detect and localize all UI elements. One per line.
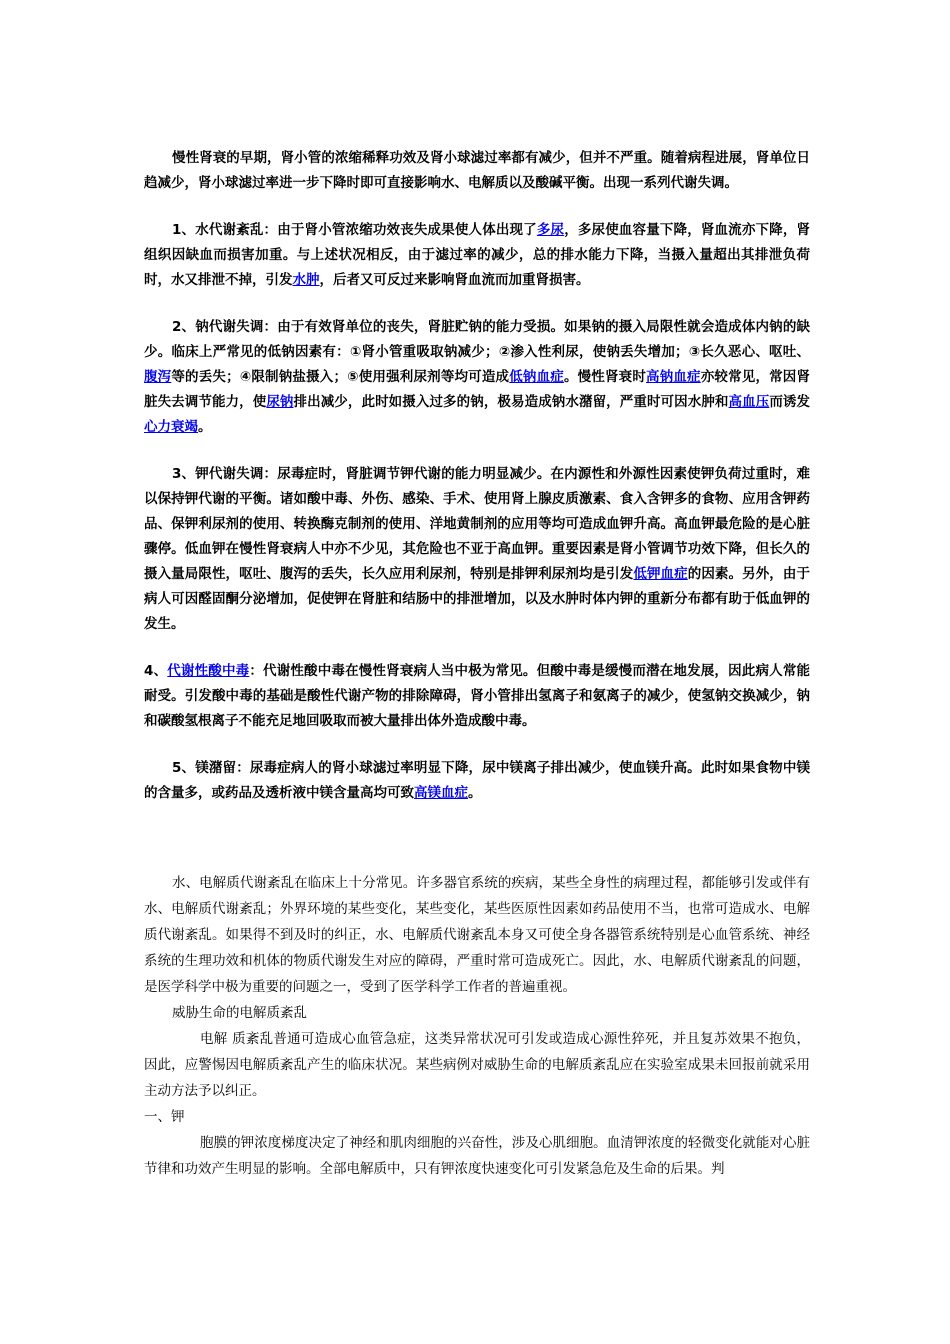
link-edema[interactable]: 水肿	[292, 272, 320, 288]
link-polyuria[interactable]: 多尿	[536, 222, 565, 238]
intro-paragraph: 慢性肾衰的早期，肾小管的浓缩稀释功效及肾小球滤过率都有减少，但并不严重。随着病程进展，肾单位日趋减少，肾小球滤过率进一步下降时即可直接影响水、电解质以及酸碱平衡。出现一系列代谢失调。	[144, 150, 810, 191]
link-heart-failure[interactable]: 心力衰竭	[144, 419, 198, 435]
link-urine-sodium[interactable]: 尿钠	[266, 394, 294, 410]
sodium-metabolism-paragraph: 2、钠代谢失调：由于有效肾单位的丧失，肾脏贮钠的能力受损。如果钠的摄入局限性就会造成体内钠的缺少。临床上严常见的低钠因素有：①肾小管重吸取钠减少；②渗入性利尿，使钠丢失增加；③长久恶心、呕吐、腹泻等的丢失；④限制钠盐摄入；⑤使用强利尿剂等均可造成低钠血症。慢性肾衰时高钠血症亦较常见，常因肾脏失去调节能力，使尿钠排出减少，此时如摄入过多的钠，极易造成钠水潴留，严重时可因水肿和高血压而诱发心力衰竭。	[144, 319, 810, 435]
magnesium-paragraph: 5、镁潴留：尿毒症病人的肾小球滤过率明显下降，尿中镁离子排出减少，使血镁升高。此时如果食物中镁的含量多，或药品及透析液中镁含量高均可致高镁血症。	[144, 760, 810, 801]
link-hypermagnesemia[interactable]: 高镁血症	[414, 785, 468, 801]
potassium-metabolism-paragraph: 3、钾代谢失调：尿毒症时，肾脏调节钾代谢的能力明显减少。在内源性和外源性因素使钾负荷过重时，难以保持钾代谢的平衡。诸如酸中毒、外伤、感染、手术、使用肾上腺皮质激素、食入含钾多的食物、应用含钾药品、保钾利尿剂的使用、转换酶克制剂的使用、洋地黄制剂的应用等均可造成血钾升高。高血钾最危险的是心脏骤停。低血钾在慢性肾衰病人中亦不少见，其危险也不亚于高血钾。重要因素是肾小管调节功效下降，但长久的摄入量局限性，呕吐、腹泻的丢失，长久应用利尿剂，特别是排钾利尿剂均是引发低钾血症的因素。另外，由于病人可因醛固酮分泌增加，促使钾在肾脏和结肠中的排泄增加，以及水肿时体内钾的重新分布都有助于低血钾的发生。	[144, 466, 810, 632]
link-diarrhea[interactable]: 腹泻	[144, 369, 172, 385]
electrolyte-intro-paragraph: 水、电解质代谢紊乱在临床上十分常见。许多器官系统的疾病，某些全身性的病理过程，都能够引发或伴有水、电解质代谢紊乱；外界环境的某些变化，某些变化，某些医原性因素如药品使用不当，也常可造成水、电解质代谢紊乱。如果得不到及时的纠正，水、电解质代谢紊乱本身又可使全身各器管系统特别是心血管系统、神经系统的生理功效和机体的物质代谢发生对应的障碍，严重时常可造成死亡。因此，水、电解质代谢紊乱的问题，是医学科学中极为重要的问题之一，受到了医学科学工作者的普遍重视。	[144, 875, 810, 995]
link-hypernatremia[interactable]: 高钠血症	[646, 369, 701, 385]
document-page	[144, 146, 810, 1182]
link-hyponatremia[interactable]: 低钠血症	[509, 369, 564, 385]
heading-potassium: 一、钾	[144, 1109, 185, 1125]
acidosis-paragraph: 4、代谢性酸中毒：代谢性酸中毒在慢性肾衰病人当中极为常见。但酸中毒是缓慢而潜在地发展，因此病人常能耐受。引发酸中毒的基础是酸性代谢产物的排除障碍，肾小管排出氢离子和氨离子的减少，使氢钠交换减少，钠和碳酸氢根离子不能充足地回吸取而被大量排出体外造成酸中毒。	[144, 663, 811, 729]
life-threatening-paragraph: 电解 质紊乱普通可造成心血管急症，这类异常状况可引发或造成心源性猝死，并且复苏效果不抱负，因此，应警惕因电解质紊乱产生的临床状况。某些病例对威胁生命的电解质紊乱应在实验室成果未回报前就采用主动方法予以纠正。	[144, 1031, 810, 1099]
potassium-paragraph: 胞膜的钾浓度梯度决定了神经和肌肉细胞的兴奋性，涉及心肌细胞。血清钾浓度的轻微变化就能对心脏节律和功效产生明显的影响。全部电解质中，只有钾浓度快速变化可引发紧急危及生命的后果。判	[144, 1135, 810, 1177]
link-hypokalemia[interactable]: 低钾血症	[633, 566, 688, 582]
subheading-life-threatening: 威胁生命的电解质紊乱	[172, 1005, 307, 1021]
section-electrolyte	[144, 870, 810, 1182]
link-hypertension[interactable]: 高血压	[728, 394, 770, 410]
section-ckd-metabolism	[144, 146, 810, 806]
water-metabolism-paragraph: 1、水代谢紊乱：由于肾小管浓缩功效丧失成果使人体出现了多尿，多尿使血容量下降，肾血流亦下降，肾组织因缺血而损害加重。与上述状况相反，由于滤过率的减少，总的排水能力下降，当摄入量超出其排泄负荷时，水又排泄不掉，引发水肿，后者又可反过来影响肾血流而加重肾损害。	[144, 222, 811, 288]
link-metabolic-acidosis[interactable]: 代谢性酸中毒	[167, 663, 250, 679]
